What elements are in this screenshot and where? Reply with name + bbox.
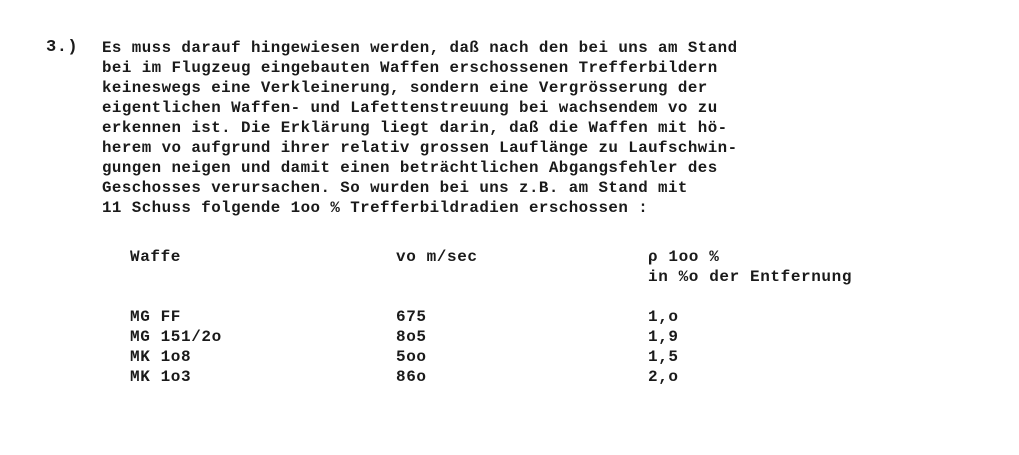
- paragraph-line: keineswegs eine Verkleinerung, sondern eine Vergrösserung der: [102, 79, 708, 97]
- paragraph-line: erkennen ist. Die Erklärung liegt darin, daß die Waffen mit hö-: [102, 119, 728, 137]
- paragraph-line: bei im Flugzeug eingebauten Waffen erschossenen Trefferbildern: [102, 59, 718, 77]
- header-v0: [368, 247, 620, 307]
- table-row: [130, 367, 948, 387]
- header-v0-label: vo m/sec: [396, 248, 478, 266]
- cell-radius: 1,5: [648, 348, 679, 366]
- paragraph-body: [102, 38, 738, 218]
- table-header-row: [130, 247, 948, 307]
- cell-v0: 675: [396, 308, 427, 326]
- paragraph-line: gungen neigen und damit einen beträchtlichen Abgangsfehler des: [102, 159, 718, 177]
- header-weapon: [130, 247, 368, 307]
- header-radius-line1: ρ 1oo %: [648, 248, 720, 266]
- paragraph-line: Geschosses verursachen. So wurden bei uns z.B. am Stand mit: [102, 179, 688, 197]
- table-header: [130, 247, 948, 307]
- header-radius-line2: in %o der Entfernung: [648, 268, 853, 286]
- cell-radius: 1,o: [648, 308, 679, 326]
- table-row: [130, 327, 948, 347]
- cell-weapon: MG 151/2o: [130, 328, 222, 346]
- paragraph-number: 3.): [46, 38, 79, 57]
- cell-radius: 1,9: [648, 328, 679, 346]
- paragraph-line: eigentlichen Waffen- und Lafettenstreuung bei wachsendem vo zu: [102, 99, 718, 117]
- header-radius: [620, 247, 948, 307]
- cell-weapon: MK 1o3: [130, 368, 192, 386]
- table-body: [130, 307, 948, 387]
- paragraph-line: herem vo aufgrund ihrer relativ grossen Lauflänge zu Laufschwin-: [102, 139, 738, 157]
- weapon-dispersion-table: [130, 247, 948, 387]
- paragraph-line: 11 Schuss folgende 1oo % Trefferbildradien erschossen :: [102, 199, 649, 217]
- table-row: [130, 347, 948, 367]
- cell-v0: 86o: [396, 368, 427, 386]
- cell-v0: 8o5: [396, 328, 427, 346]
- table-row: [130, 307, 948, 327]
- cell-weapon: MG FF: [130, 308, 182, 326]
- paragraph-line: Es muss darauf hingewiesen werden, daß nach den bei uns am Stand: [102, 39, 738, 57]
- cell-radius: 2,o: [648, 368, 679, 386]
- cell-v0: 5oo: [396, 348, 427, 366]
- header-weapon-label: Waffe: [130, 248, 182, 266]
- cell-weapon: MK 1o8: [130, 348, 192, 366]
